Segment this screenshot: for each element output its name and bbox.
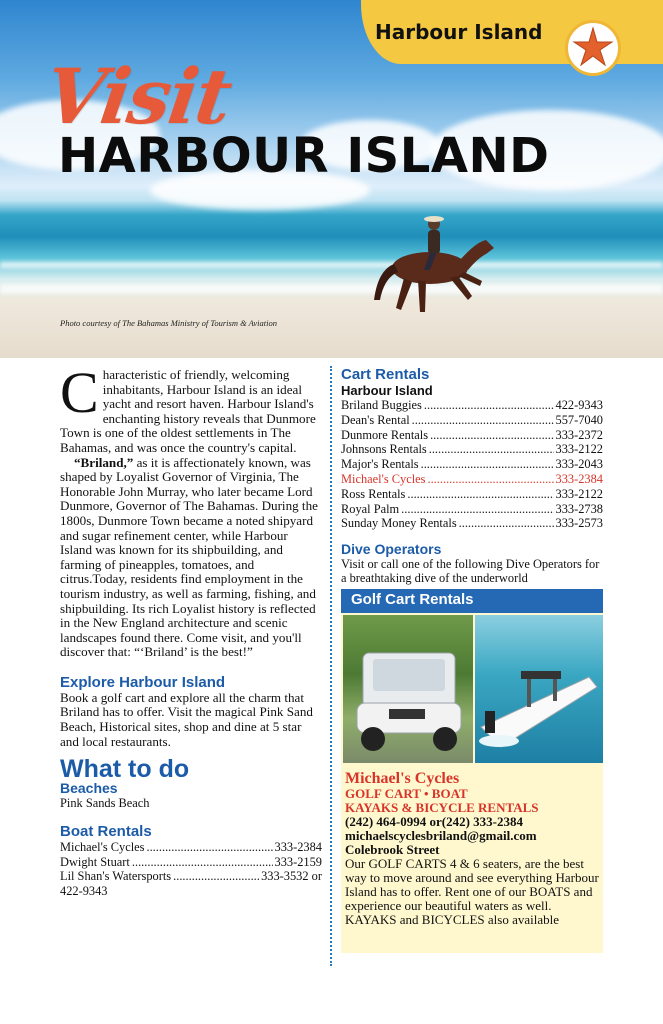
right-column [341, 366, 603, 953]
golf-cart-ad-title: Golf Cart Rentals [341, 589, 603, 613]
cart-rental-row [341, 516, 603, 531]
intro-paragraph-2 [60, 456, 322, 660]
briland-bold: “Briland,” [74, 454, 134, 470]
cart-rental-row [341, 413, 603, 428]
cart-rental-name: Dean's Rental [341, 412, 410, 427]
dot-leader [424, 398, 554, 413]
cart-rental-name: Johnsons Rentals [341, 442, 427, 457]
boat-rental-phone: 333-2384 [274, 839, 322, 854]
cart-rental-row [341, 442, 603, 457]
dot-leader [146, 840, 272, 855]
cart-rental-phone: 333-2043 [555, 457, 603, 472]
boat-rental-row [60, 855, 322, 870]
cart-rental-phone: 333-2738 [555, 501, 603, 516]
ad-phone-numbers: (242) 464-0994 or(242) 333-2384 [345, 814, 523, 830]
boat-rentals-section [60, 823, 322, 899]
boat-rental-phone: 333-3532 or [261, 869, 322, 884]
boat-rental-extra-phone: 422-9343 [60, 884, 108, 899]
cart-rental-phone: 333-2372 [555, 427, 603, 442]
boat-rental-row [60, 869, 322, 884]
cart-rental-phone: 333-2573 [555, 516, 603, 531]
boat-rental-row [60, 840, 322, 855]
cart-rental-row [341, 428, 603, 443]
cart-rental-name: Michael's Cycles [341, 471, 426, 486]
wave [0, 262, 663, 268]
dot-leader [429, 442, 554, 457]
cart-rental-name: Briland Buggies [341, 398, 422, 412]
cart-rentals-heading: Cart Rentals [341, 366, 430, 383]
what-to-do-section [60, 757, 322, 811]
ad-email: michaelscyclesbriland@gmail.com [345, 828, 537, 844]
horse-rider-image [368, 208, 508, 323]
ad-street: Colebrook Street [345, 842, 440, 858]
cart-rental-row [341, 487, 603, 502]
ad-photos [341, 613, 603, 765]
cart-rental-phone: 333-2122 [555, 486, 603, 501]
ad-services-line-2: KAYAKS & BICYCLE RENTALS [345, 800, 539, 816]
boat-photo [475, 615, 603, 763]
explore-heading: Explore Harbour Island [60, 673, 226, 691]
explore-section [60, 674, 322, 749]
golf-cart-photo [343, 615, 473, 763]
page-title: HARBOUR ISLAND [58, 128, 550, 184]
dot-leader [421, 457, 554, 472]
hero-banner [0, 0, 663, 358]
boat-rental-name: Lil Shan's Watersports [60, 869, 172, 884]
left-column [60, 360, 322, 899]
boat-rental-name: Michael's Cycles [60, 839, 145, 854]
explore-text: Book a golf cart and explore all the charm that Briland has to offer. Visit the magical Pink Sand Beach, Historical sites, shop and dine at 5 star and local restaurants. [60, 689, 313, 749]
dot-leader [412, 413, 554, 428]
boat-rentals-heading: Boat Rentals [60, 822, 152, 840]
cart-rental-name: Major's Rentals [341, 457, 419, 472]
dot-leader [459, 516, 554, 531]
what-to-do-heading: What to do [60, 755, 190, 784]
intro-article [60, 360, 322, 660]
boat-rental-name: Dwight Stuart [60, 854, 130, 869]
dive-section [341, 541, 603, 585]
ad-info-box [341, 765, 603, 953]
photo-credit: Photo courtesy of The Bahamas Ministry of Tourism & Aviation [60, 318, 277, 328]
cart-rental-phone: 333-2384 [555, 471, 603, 486]
ad-services-line-1: GOLF CART • BOAT [345, 786, 468, 802]
cart-rental-phone: 557-7040 [555, 412, 603, 427]
ad-business-name: Michael's Cycles [345, 770, 460, 788]
cart-rental-name: Royal Palm [341, 501, 400, 516]
dot-leader [427, 472, 553, 487]
ad-description: Our GOLF CARTS 4 & 6 seaters, are the best way to move around and see everything Harbour Island has to offer. Rent one of our BOATS and experience our beautiful waters as well. KAYAKS and BICYCLES also available [345, 856, 599, 928]
cart-rental-row-highlighted [341, 472, 603, 487]
cart-rental-row [341, 457, 603, 472]
cart-rentals-list [341, 398, 603, 531]
beaches-text: Pink Sands Beach [60, 796, 150, 811]
dot-leader [173, 869, 259, 884]
cart-rental-row [341, 502, 603, 517]
cart-rental-phone: 422-9343 [555, 398, 603, 412]
dot-leader [401, 502, 553, 517]
cart-rentals-subheading: Harbour Island [341, 383, 433, 398]
intro-paragraph-2-text: as it is affectionately known, was shaped by Loyalist Governor of Virginia, The Honorable John Murray, who later became Lord Dunmore, Governor of The Bahamas. During the 1800s, Dunmore Town became a noted shipyard and sugar refinement center, while Harbour Island was known for its shipbuilding, and farming of pineapples, tomatoes, and citrus.Today, residents find employment in the tourism industry, as well as farming, fishing, and shipbuilding. Its rich Loyalist history is reflected in the New England architecture and scenic landscapes found there. Come visit, and you'll discover that: “‘Briland’ is the best!” [60, 454, 318, 660]
cart-rental-name: Sunday Money Rentals [341, 516, 457, 531]
dot-leader [407, 487, 553, 502]
dive-heading: Dive Operators [341, 541, 442, 558]
title-tab-label: Harbour Island [375, 20, 543, 44]
dot-leader [132, 855, 273, 870]
starfish-icon [565, 20, 621, 76]
cart-rental-name: Dunmore Rentals [341, 427, 429, 442]
cart-rental-row [341, 398, 603, 413]
dive-text: Visit or call one of the following Dive Operators for a breathtaking dive of the underworld [341, 557, 600, 586]
boat-rental-phone: 333-2159 [274, 854, 322, 869]
beaches-heading: Beaches [60, 780, 118, 797]
drop-cap: C [60, 360, 99, 425]
golf-cart-ad [341, 589, 603, 953]
boat-rental-extra [60, 884, 322, 899]
cart-rental-name: Ross Rentals [341, 486, 406, 501]
wave [0, 284, 663, 294]
cart-rental-phone: 333-2122 [555, 442, 603, 457]
dot-leader [430, 428, 553, 443]
column-divider [330, 366, 332, 966]
visit-word: Visit [39, 52, 236, 141]
intro-paragraph-1: haracteristic of friendly, welcoming inhabitants, Harbour Island is an ideal yacht and resort haven. Harbour Island's enchanting history reveals that Dunmore Town is one of the oldest settlements in The Bahamas, and was once the country's capital. [60, 367, 316, 455]
title-tab [361, 0, 663, 64]
